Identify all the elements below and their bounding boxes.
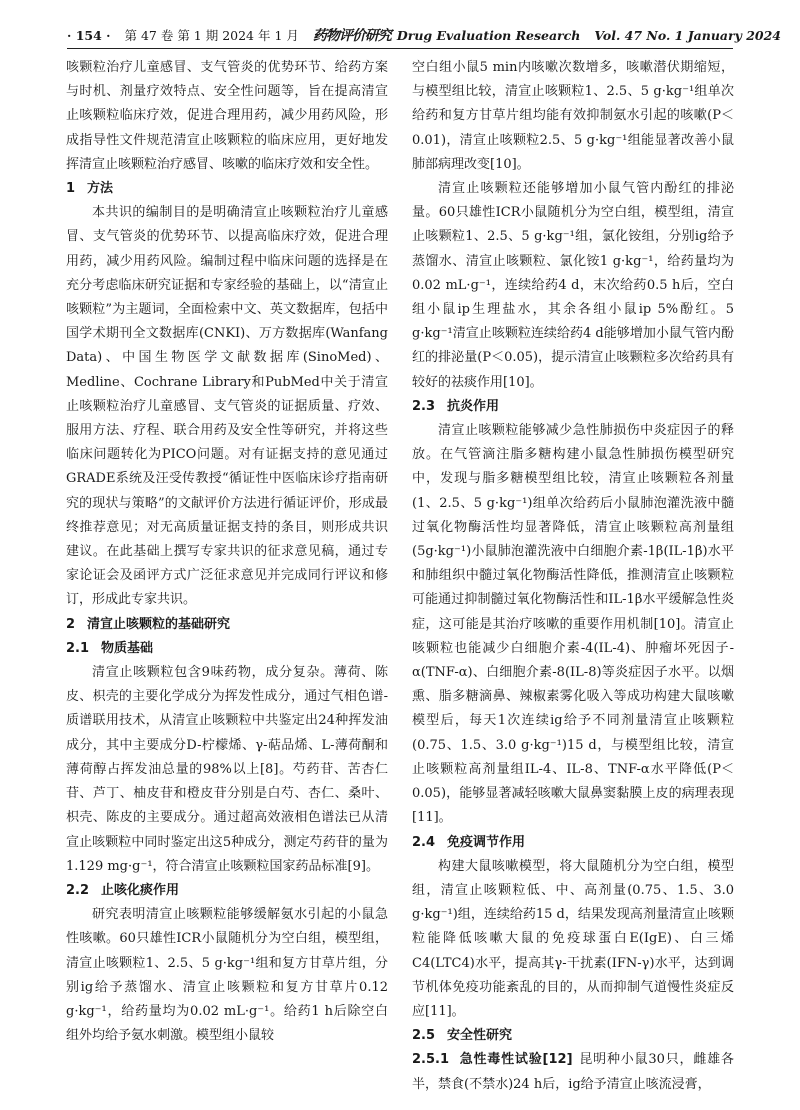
antitussive-continued-paragraph: 空白组小鼠5 min内咳嗽次数增多，咳嗽潜伏期缩短，与模型组比较，清宣止咳颗粒1、2.5、5 g·kg⁻¹组单次给药和复方甘草片组均能有效抑制氨水引起的咳嗽(P＜0.01)，清宣止咳颗粒2.5、5 g·kg⁻¹组能显著改善小鼠肺部病理改变[10]。 <box>412 60 734 172</box>
subsection-heading-immune: 2.4 免疫调节作用 <box>412 834 526 850</box>
issue-info-en: Vol. 47 No. 1 January 2024 <box>594 27 782 43</box>
header-right <box>397 28 781 43</box>
page-number: · 154 · <box>67 27 111 43</box>
methods-paragraph: 本共识的编制目的是明确清宣止咳颗粒治疗儿童感冒、支气管炎的优势环节、以提高临床疗效，促进合理用药，减少用药风险。编制过程中临床问题的选择是在充分考虑临床研究证据和专家经验的基础上，以“清宣止咳颗粒”为主题词，全面检索中文、英文数据库，包括中国学术期刊全文数据库(CNKI)、万方数据库(Wanfang Data)、中国生物医学文献数据库(SinoMed)、Medline、Cochrane Library和PubMed中关于清宣止咳颗粒治疗儿童感冒、支气管炎的证据质量、疗效、服用方法、疗程、联合用药及安全性等研究，并将这些临床问题转化为PICO问题。对有证据支持的意见通过GRADE系统及汪受传教授“循证性中医临床诊疗指南研究的现状与策略”的文献评价方法进行循证评价，形成最终推荐意见；对无高质量证据支持的条目，则形成共识建议。在此基础上撰写专家共识的征求意见稿，通过专家论证会及函评方式广泛征求意见并完成同行评议和修订，形成此专家共识。 <box>66 205 388 608</box>
acute-toxicity-paragraph: 2.5.1 急性毒性试验[12] 昆明种小鼠30只，雌雄各半，禁食(不禁水)24 h后，ig给予清宣止咳流浸膏， <box>412 1052 734 1092</box>
section-heading-methods: 1 方法 <box>66 181 114 197</box>
anti-inflammatory-paragraph: 清宣止咳颗粒能够减少急性肺损伤中炎症因子的释放。在气管滴注脂多糖构建小鼠急性肺损伤模型研究中，发现与脂多糖模型组比较，清宣止咳颗粒各剂量(1、2.5、5 g·kg⁻¹)组单次给药后小鼠肺泡灌洗液中髓过氧化物酶活性均显著降低，清宣止咳颗粒高剂量组(5g·kg⁻¹)小鼠肺泡灌洗液中白细胞介素-1β(IL-1β)水平和肺组织中髓过氧化物酶活性降低，推测清宣止咳颗粒可能通过抑制髓过氧化物酶活性和IL-1β水平缓解急性炎症，这可能是其治疗咳嗽的重要作用机制[10]。清宣止咳颗粒也能减少白细胞介素-4(IL-4)、肿瘤坏死因子-α(TNF-α)、白细胞介素-8(IL-8)等炎症因子水平。以烟熏、脂多糖滴鼻、辣椒素雾化吸入等成功构建大鼠咳嗽模型后，每天1次连续ig给予不同剂量清宣止咳颗粒(0.75、1.5、3.0 g·kg⁻¹)15 d，与模型组比较，清宣止咳颗粒高剂量组IL-4、IL-8、TNF-α水平降低(P＜0.05)，能够显著减轻咳嗽大鼠鼻窦黏膜上皮的病理表现[11]。 <box>412 423 734 826</box>
running-header <box>67 22 782 49</box>
subsubsection-heading-acute-toxicity: 2.5.1 急性毒性试验[12] <box>412 1052 573 1068</box>
issue-info-cn: 第 47 卷 第 1 期 2024 年 1 月 <box>124 28 299 43</box>
left-column <box>66 56 388 1048</box>
expectorant-paragraph: 清宣止咳颗粒还能够增加小鼠气管内酚红的排泌量。60只雄性ICR小鼠随机分为空白组，模型组，清宣止咳颗粒1、2.5、5 g·kg⁻¹组，氯化铵组，分别ig给予蒸馏水、清宣止咳颗粒、氯化铵1 g·kg⁻¹，给药量均为0.02 mL·g⁻¹，连续给药4 d，末次给药0.5 h后，空白组小鼠ip生理盐水，其余各组小鼠ip 5%酚红。5 g·kg⁻¹清宣止咳颗粒连续给药4 d能够增加小鼠气管内酚红的排泌量(P＜0.05)，提示清宣止咳颗粒多次给药具有较好的祛痰作用[10]。 <box>412 181 734 390</box>
subsection-heading-safety: 2.5 安全性研究 <box>412 1028 513 1044</box>
intro-paragraph: 咳颗粒治疗儿童感冒、支气管炎的优势环节、给药方案与时机、剂量疗效特点、安全性问题等，旨在提高清宣止咳颗粒临床疗效，促进合理用药，减少用药风险，形成指导性文件规范清宣止咳颗粒的临床应用，更好地发挥清宣止咳颗粒治疗感冒、咳嗽的临床疗效和安全性。 <box>66 60 388 172</box>
material-paragraph: 清宣止咳颗粒包含9味药物，成分复杂。薄荷、陈皮、枳壳的主要化学成分为挥发性成分，通过气相色谱-质谱联用技术，从清宣止咳颗粒中共鉴定出24种挥发油成分，其中主要成分D-柠檬烯、γ-萜品烯、L-薄荷酮和薄荷醇占挥发油总量的98%以上[8]。芍药苷、苦杏仁苷、芦丁、柚皮苷和橙皮苷分别是白芍、杏仁、桑叶、枳壳、陈皮的主要成分。通过超高效液相色谱法已从清宣止咳颗粒中同时鉴定出这5种成分，测定芍药苷的量为1.129 mg·g⁻¹，符合清宣止咳颗粒国家药品标准[9]。 <box>66 665 388 874</box>
subsection-heading-antitussive: 2.2 止咳化痰作用 <box>66 882 180 898</box>
section-heading-basic-research: 2 清宣止咳颗粒的基础研究 <box>66 616 231 632</box>
header-left <box>67 25 397 45</box>
immune-paragraph: 构建大鼠咳嗽模型，将大鼠随机分为空白组，模型组，清宣止咳颗粒低、中、高剂量(0.75、1.5、3.0 g·kg⁻¹)组，连续给药15 d，结果发现高剂量清宣止咳颗粒能降低咳嗽大鼠的免疫球蛋白E(IgE)、白三烯C4(LTC4)水平，提高其γ-干扰素(IFN-γ)水平，达到调节机体免疫功能紊乱的目的，从而抑制气道慢性炎症反应[11]。 <box>412 858 734 1019</box>
right-column <box>412 56 734 1097</box>
journal-name-en: Drug Evaluation Research <box>396 27 581 43</box>
subsection-heading-anti-inflammatory: 2.3 抗炎作用 <box>412 398 500 414</box>
journal-logo: 药物评价研究 <box>312 28 391 44</box>
subsection-heading-material: 2.1 物质基础 <box>66 640 154 656</box>
antitussive-paragraph: 研究表明清宣止咳颗粒能够缓解氨水引起的小鼠急性咳嗽。60只雄性ICR小鼠随机分为空白组，模型组，清宣止咳颗粒1、2.5、5 g·kg⁻¹组和复方甘草片组，分别ig给予蒸馏水、清宣止咳颗粒和复方甘草片0.12 g·kg⁻¹，给药量均为0.02 mL·g⁻¹。给药1 h后除空白组外均给予氨水刺激。模型组小鼠较 <box>66 907 388 1044</box>
